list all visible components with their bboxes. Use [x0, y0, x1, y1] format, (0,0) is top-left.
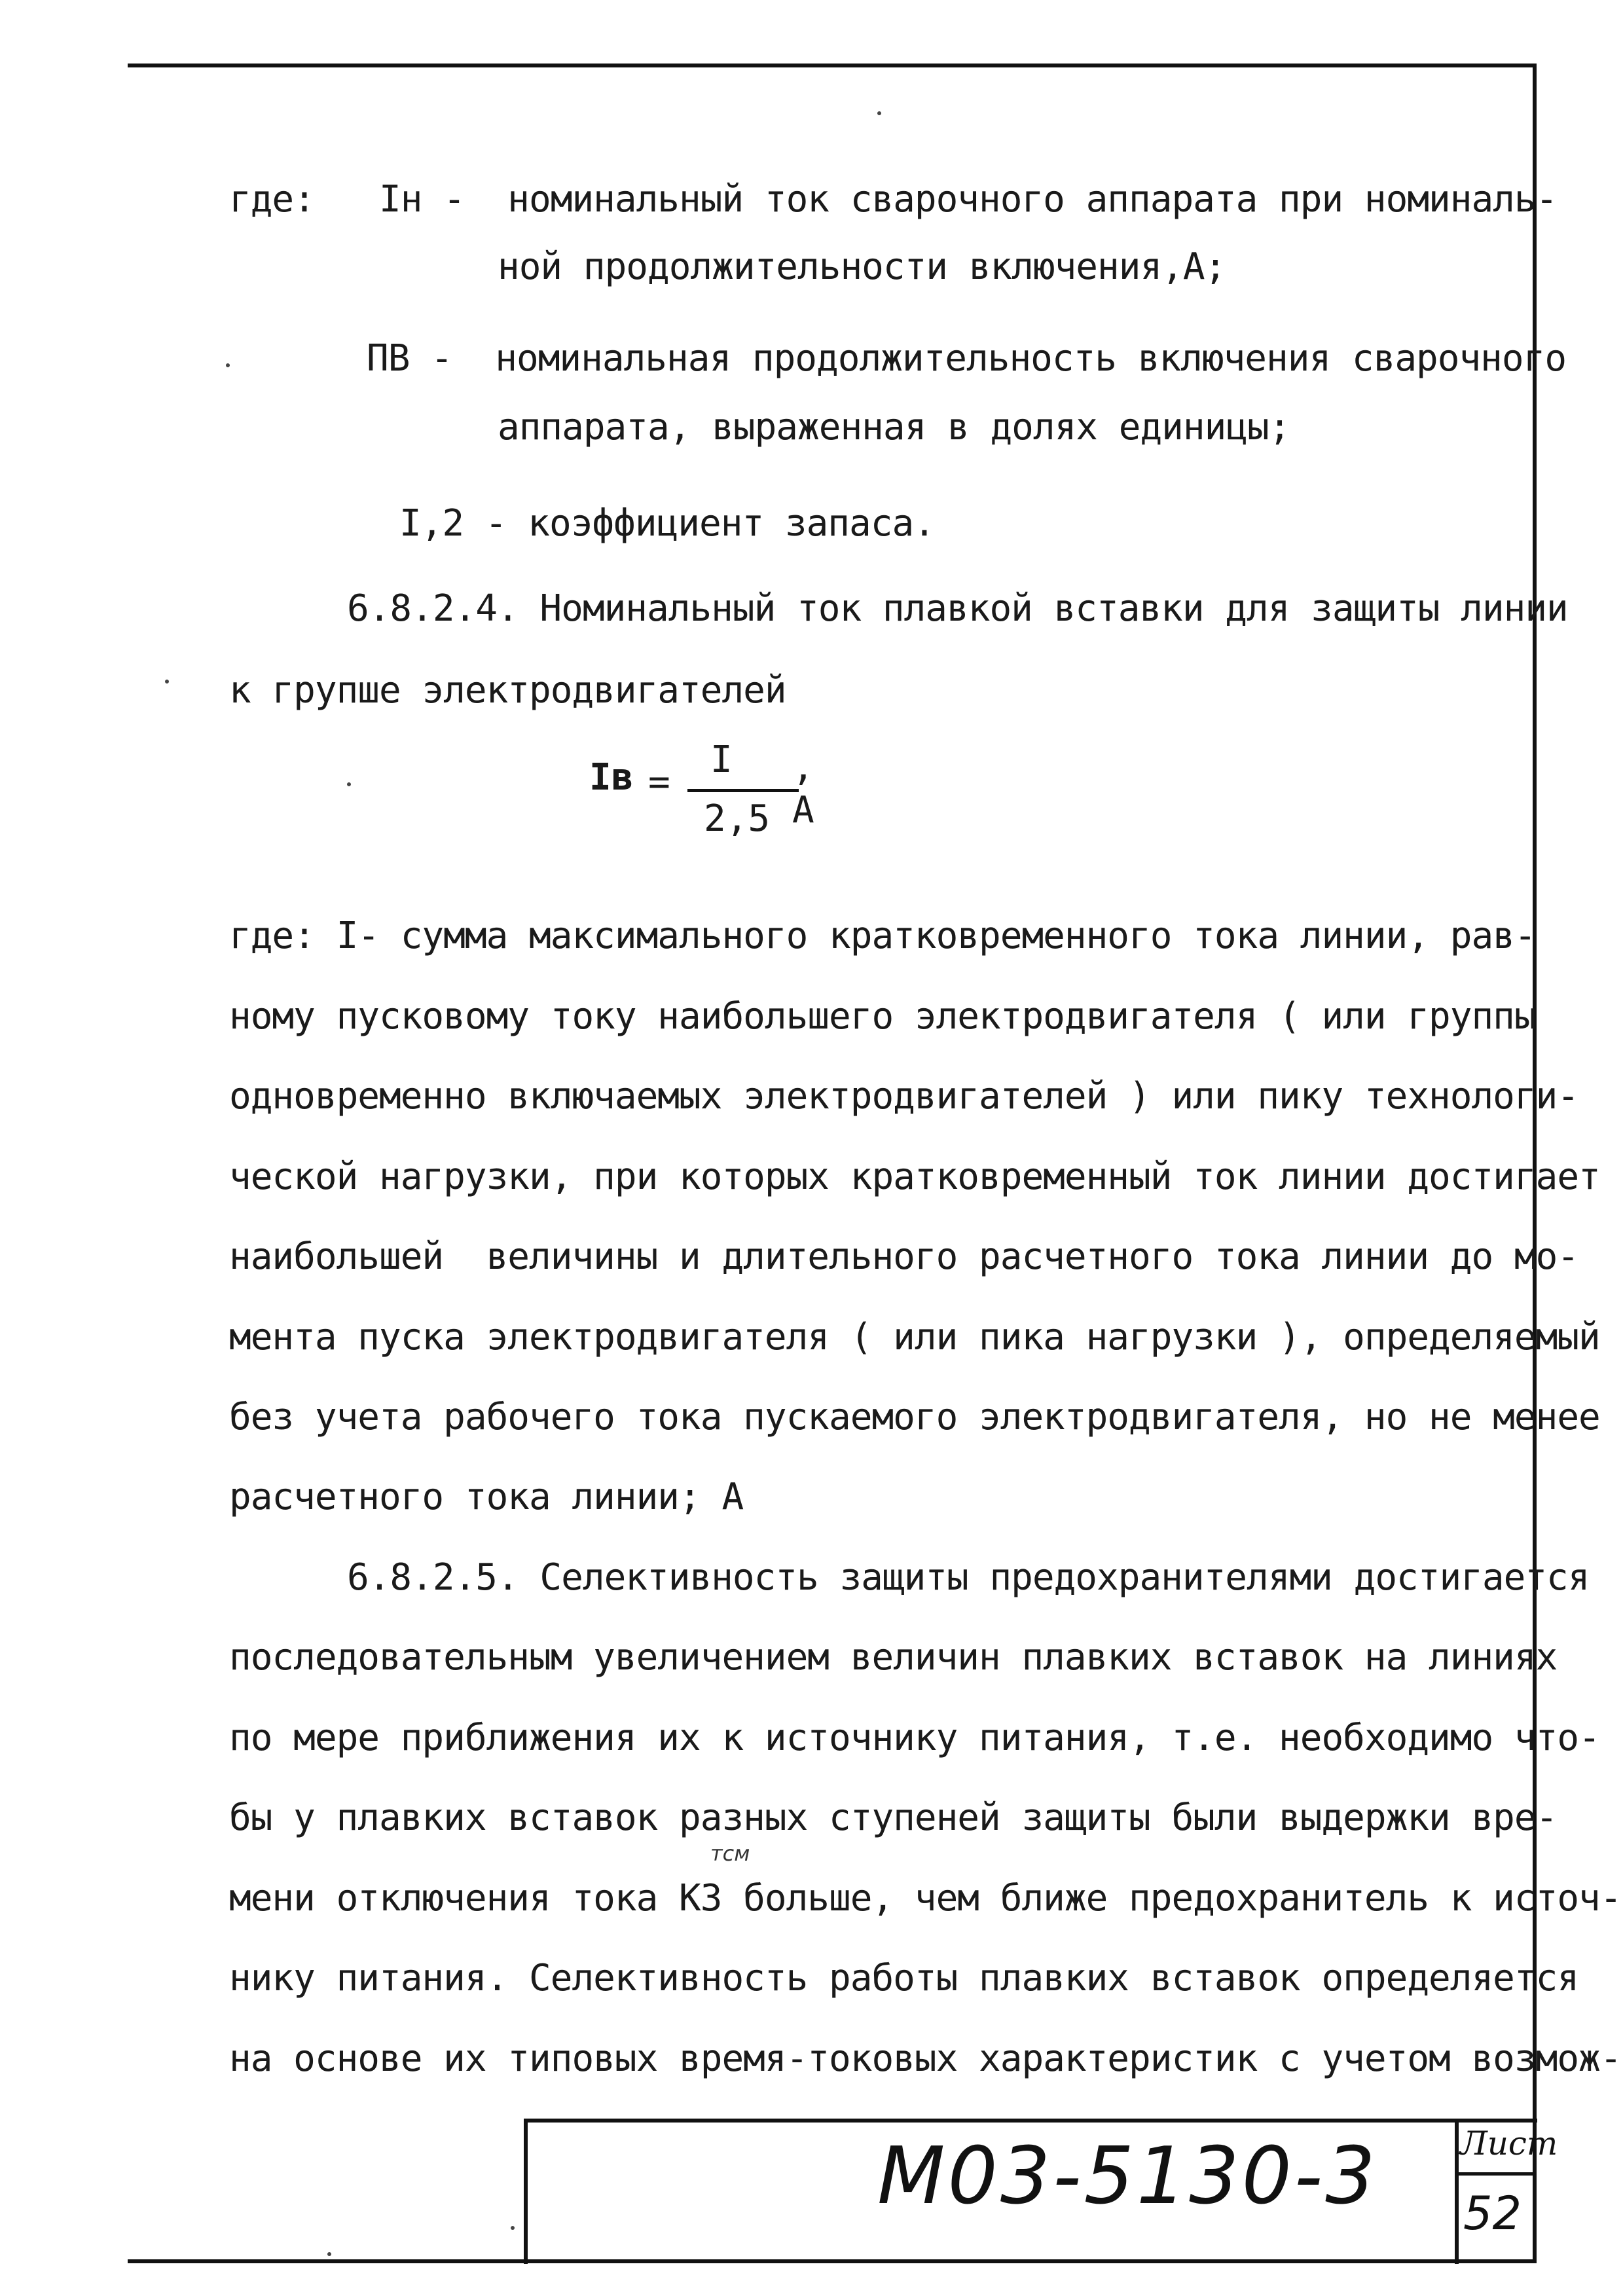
text-line-13: мента пуска электродвигателя ( или пика нагрузки ), определяемый — [229, 1316, 1600, 1358]
formula-equals: = — [648, 761, 670, 803]
text-line-6: 6.8.2.4. Номинальный ток плавкой вставки для защиты линии — [347, 587, 1568, 630]
text-line-14: без учета рабочего тока пускаемого электродвигателя, но не менее — [229, 1396, 1600, 1438]
handwritten-note: тсм — [710, 1841, 750, 1866]
formula-numerator: I — [710, 738, 733, 781]
sheet-number: 52 — [1463, 2187, 1522, 2240]
text-line-2: ной продолжительности включения,А; — [498, 246, 1226, 288]
text-line-20: мени отключения тока КЗ больше, чем ближе предохранитель к источ- — [229, 1877, 1622, 1920]
document-code: М03-5130-3 — [877, 2131, 1378, 2222]
formula-lhs: Iв — [589, 756, 634, 799]
frame-top-border — [128, 64, 1537, 67]
text-line-12: наибольшей величины и длительного расчетного тока линии до мо- — [229, 1235, 1579, 1278]
sheet-label: Лист — [1460, 2124, 1558, 2162]
scan-speck — [877, 111, 881, 115]
text-line-11: ческой нагрузки, при которых кратковременный ток линии достигает — [229, 1156, 1600, 1198]
scan-speck — [347, 782, 351, 786]
text-line-19: бы у плавких вставок разных ступеней защиты были выдержки вре- — [229, 1796, 1558, 1839]
text-line-8: где: I- сумма максимального кратковременного тока линии, рав- — [229, 915, 1536, 957]
text-line-1: где: Iн - номинальный ток сварочного аппарата при номиналь- — [229, 178, 1558, 221]
text-line-22: на основе их типовых время-токовых характеристик с учетом возмож- — [229, 2037, 1622, 2080]
scan-speck — [511, 2226, 515, 2230]
text-line-16: 6.8.2.5. Селективность защиты предохранителями достигается — [347, 1556, 1590, 1599]
text-line-18: по мере приближения их к источнику питания, т.е. необходимо что- — [229, 1717, 1600, 1759]
text-line-15: расчетного тока линии; А — [229, 1476, 744, 1518]
text-line-21: нику питания. Селективность работы плавких вставок определяется — [229, 1957, 1579, 1999]
fraction-bar — [687, 789, 799, 792]
formula-unit: , A — [792, 746, 814, 831]
text-line-5: I,2 - коэффициент запаса. — [399, 502, 935, 545]
text-line-7: к групше электродвигателей — [229, 669, 786, 712]
text-line-3: ПВ - номинальная продолжительность включения сварочного — [367, 337, 1567, 380]
text-line-9: ному пусковому току наибольшего электродвигателя ( или группы — [229, 995, 1536, 1038]
sheet-divider — [1455, 2172, 1537, 2176]
text-line-17: последовательным увеличением величин плавких вставок на линиях — [229, 1636, 1558, 1679]
scan-speck — [226, 363, 230, 367]
text-line-10: одновременно включаемых электродвигателей ) или пику технологи- — [229, 1075, 1579, 1118]
scan-speck — [165, 680, 169, 683]
text-line-4: аппарата, выраженная в долях единицы; — [498, 406, 1290, 448]
scan-speck — [327, 2252, 331, 2256]
formula-denominator: 2,5 — [704, 797, 771, 840]
